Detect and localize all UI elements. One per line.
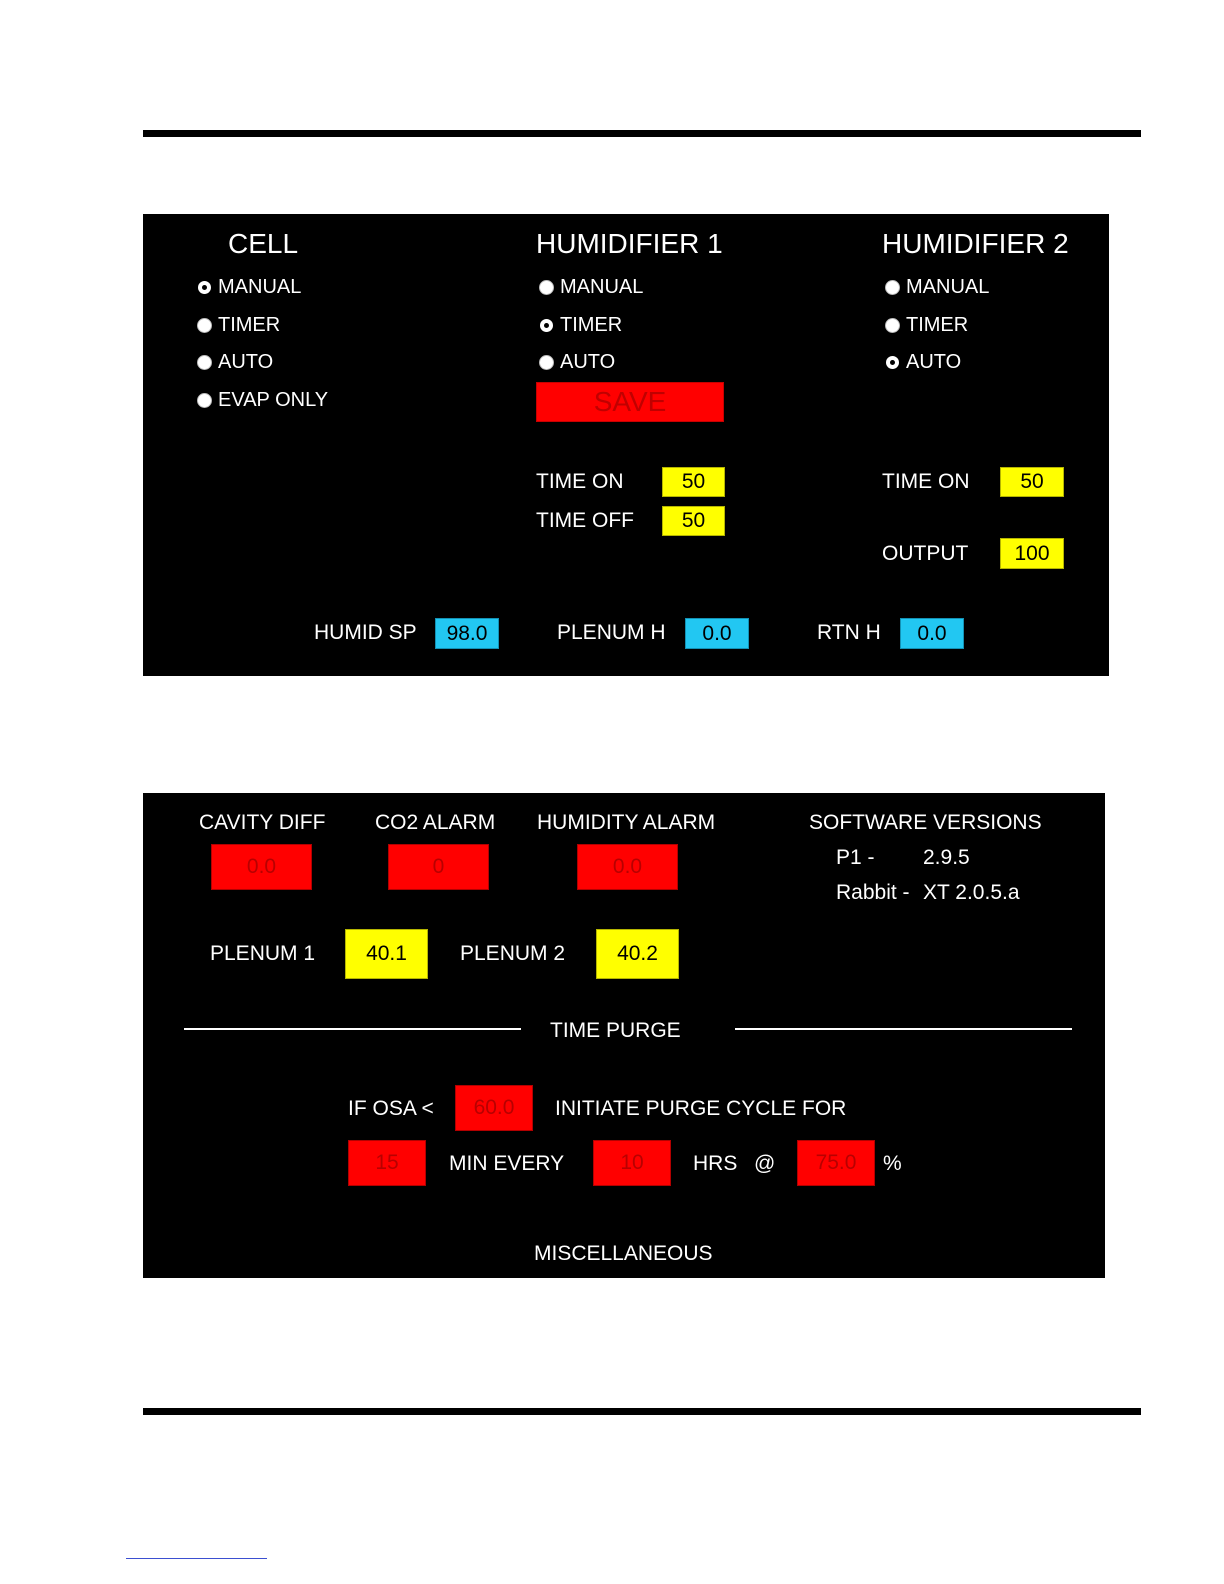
- humidifier2-option-timer[interactable]: [886, 314, 968, 337]
- if-osa-label: IF OSA <: [348, 1097, 434, 1120]
- cell-option-timer[interactable]: [198, 314, 280, 337]
- osa-threshold-field[interactable]: 60.0: [455, 1085, 533, 1131]
- cavity-diff-field[interactable]: 0.0: [211, 844, 312, 890]
- co2-alarm-label: CO2 ALARM: [375, 811, 496, 834]
- plenum-h-label: PLENUM H: [557, 621, 666, 644]
- radio-label: AUTO: [906, 351, 962, 373]
- software-versions-title: SOFTWARE VERSIONS: [809, 811, 1042, 834]
- cell-option-manual[interactable]: [198, 276, 301, 299]
- radio-icon: [540, 281, 553, 294]
- plenum-h-field[interactable]: 0.0: [685, 618, 749, 649]
- radio-label: MANUAL: [906, 276, 990, 298]
- time-purge-title: TIME PURGE: [550, 1019, 681, 1042]
- radio-icon: [198, 356, 211, 369]
- humidifier1-time-on-label: TIME ON: [536, 470, 624, 493]
- cell-option-auto[interactable]: [198, 351, 273, 374]
- miscellaneous-title: MISCELLANEOUS: [534, 1242, 713, 1265]
- min-every-label: MIN EVERY: [449, 1152, 565, 1175]
- cell-option-evap-only[interactable]: [198, 389, 328, 412]
- humidifier2-option-manual[interactable]: [886, 276, 989, 299]
- radio-label: MANUAL: [560, 276, 644, 298]
- percent-label: %: [883, 1152, 902, 1175]
- humidifier1-option-manual[interactable]: [540, 276, 643, 299]
- plenum2-field[interactable]: 40.2: [596, 929, 679, 979]
- radio-label: TIMER: [218, 314, 281, 336]
- cavity-diff-label: CAVITY DIFF: [199, 811, 326, 834]
- humidifier1-option-timer[interactable]: [540, 314, 622, 337]
- footer-link-underline[interactable]: [126, 1558, 267, 1559]
- p1-version-label: P1 -: [836, 846, 875, 869]
- hrs-label: HRS: [693, 1152, 738, 1175]
- miscellaneous-panel: [143, 793, 1105, 1278]
- radio-icon: [886, 281, 899, 294]
- initiate-purge-label: INITIATE PURGE CYCLE FOR: [555, 1097, 847, 1120]
- p1-version-value: 2.9.5: [923, 846, 970, 869]
- rabbit-version-label: Rabbit -: [836, 881, 910, 904]
- rabbit-version-value: XT 2.0.5.a: [923, 881, 1020, 904]
- purge-hours-field[interactable]: 10: [593, 1140, 671, 1186]
- humidifier1-title: HUMIDIFIER 1: [536, 228, 723, 259]
- radio-label: TIMER: [906, 314, 969, 336]
- time-purge-divider-right: [735, 1028, 1072, 1030]
- radio-icon: [540, 356, 553, 369]
- purge-percent-field[interactable]: 75.0: [797, 1140, 875, 1186]
- plenum2-label: PLENUM 2: [460, 942, 566, 965]
- plenum1-label: PLENUM 1: [210, 942, 316, 965]
- radio-label: MANUAL: [218, 276, 302, 298]
- humidity-alarm-field[interactable]: 0.0: [577, 844, 678, 890]
- humidifier2-output-label: OUTPUT: [882, 542, 969, 565]
- humidifier2-output-field[interactable]: 100: [1000, 538, 1064, 569]
- plenum1-field[interactable]: 40.1: [345, 929, 428, 979]
- co2-alarm-field[interactable]: 0: [388, 844, 489, 890]
- radio-icon: [540, 319, 553, 332]
- humid-sp-label: HUMID SP: [314, 621, 417, 644]
- humidity-control-panel: [143, 214, 1109, 676]
- radio-icon: [198, 319, 211, 332]
- radio-icon: [198, 281, 211, 294]
- radio-label: EVAP ONLY: [218, 389, 329, 411]
- humidity-alarm-label: HUMIDITY ALARM: [537, 811, 716, 834]
- humidifier2-time-on-field[interactable]: 50: [1000, 467, 1064, 497]
- radio-icon: [886, 356, 899, 369]
- humidifier1-time-off-field[interactable]: 50: [662, 506, 725, 536]
- cell-title: CELL: [228, 228, 299, 259]
- at-label: @: [754, 1152, 776, 1175]
- humid-sp-field[interactable]: 98.0: [435, 618, 499, 649]
- humidifier2-title: HUMIDIFIER 2: [882, 228, 1069, 259]
- humidifier2-time-on-label: TIME ON: [882, 470, 970, 493]
- save-button[interactable]: SAVE: [536, 382, 724, 422]
- purge-minutes-field[interactable]: 15: [348, 1140, 426, 1186]
- humidifier1-time-off-label: TIME OFF: [536, 509, 634, 532]
- bottom-rule: [143, 1408, 1141, 1415]
- radio-label: AUTO: [218, 351, 274, 373]
- rtn-h-label: RTN H: [817, 621, 881, 644]
- time-purge-divider-left: [184, 1028, 521, 1030]
- radio-icon: [198, 394, 211, 407]
- radio-icon: [886, 319, 899, 332]
- radio-label: AUTO: [560, 351, 616, 373]
- humidifier1-option-auto[interactable]: [540, 351, 615, 374]
- rtn-h-field[interactable]: 0.0: [900, 618, 964, 649]
- top-rule: [143, 130, 1141, 137]
- humidifier1-time-on-field[interactable]: 50: [662, 467, 725, 497]
- radio-label: TIMER: [560, 314, 623, 336]
- humidifier2-option-auto[interactable]: [886, 351, 961, 374]
